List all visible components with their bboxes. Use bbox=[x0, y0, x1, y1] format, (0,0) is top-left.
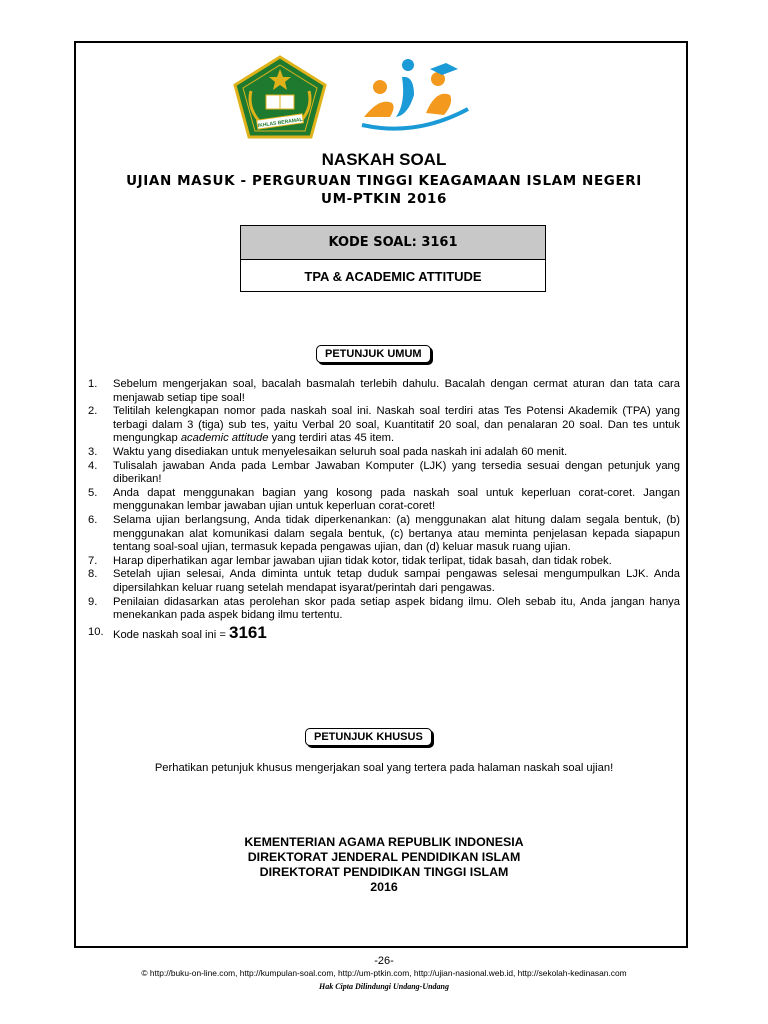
item-number: 8. bbox=[88, 568, 98, 581]
exam-code-value: 3161 bbox=[229, 622, 267, 642]
special-instructions-text: Perhatikan petunjuk khusus mengerjakan soal yang tertera pada halaman naskah soal ujian! bbox=[154, 762, 614, 774]
list-item bbox=[88, 487, 680, 514]
list-item bbox=[88, 405, 680, 446]
item-number: 4. bbox=[88, 459, 98, 472]
item-number: 7. bbox=[88, 554, 98, 567]
item-number: 5. bbox=[88, 486, 98, 499]
exam-code-label: KODE SOAL: 3161 bbox=[241, 226, 545, 260]
document-subtitle: UJIAN MASUK - PERGURUAN TINGGI KEAGAMAAN ISLAM NEGERI bbox=[126, 173, 642, 189]
item-number: 6. bbox=[88, 513, 98, 526]
general-instructions-heading: PETUNJUK UMUM bbox=[316, 345, 431, 363]
emphasis-text: academic attitude bbox=[180, 432, 269, 445]
list-item bbox=[88, 568, 680, 595]
item-text: Kode naskah soal ini = 3161 bbox=[113, 622, 267, 642]
list-item bbox=[88, 622, 680, 643]
item-text: Anda dapat menggunakan bagian yang kosong pada naskah soal untuk keperluan corat-coret. Jangan menggunakan lembar jawaban ujian untuk keperluan corat-coret! bbox=[113, 486, 680, 513]
org-line: DIREKTORAT PENDIDIKAN TINGGI ISLAM bbox=[259, 865, 509, 879]
item-text: Sebelum mengerjakan soal, bacalah basmalah terlebih dahulu. Bacalah dengan cermat aturan dan tata cara menjawab setiap tipe soal! bbox=[113, 378, 680, 404]
list-item bbox=[88, 596, 680, 623]
item-text: Telitilah kelengkapan nomor pada naskah soal ini. Naskah soal terdiri atas Tes Potensi Akademik (TPA) yang terbagi dalam 3 (tiga) sub tes, yaitu Verbal 20 soal, Kuantitatif 20 soal, dan penalaran 20 soal. Dan tes untuk mengungkap academic attitude yang terdiri atas 45 item. bbox=[113, 405, 680, 445]
emblem-motto: IKHLAS BERAMAL bbox=[257, 116, 303, 130]
item-number: 3. bbox=[88, 445, 98, 458]
item-text: Harap diperhatikan agar lembar jawaban ujian tidak kotor, tidak terlipat, tidak basah, dan tidak robek. bbox=[113, 554, 612, 567]
org-line: KEMENTERIAN AGAMA REPUBLIK INDONESIA bbox=[244, 835, 524, 849]
item-text: Tulisalah jawaban Anda pada Lembar Jawaban Komputer (LJK) yang tersedia sesuai dengan petunjuk yang diberikan! bbox=[113, 459, 680, 486]
list-item bbox=[88, 514, 680, 555]
org-year: 2016 bbox=[370, 880, 398, 894]
item-text: Setelah ujian selesai, Anda diminta untuk tetap duduk sampai pengawas selesai mengumpulkan LJK. Anda dipersilahkan keluar ruang setelah mendapat isyarat/perintah dari pengawas. bbox=[113, 568, 680, 594]
copyright-notice: Hak Cipta Dilindungi Undang-Undang bbox=[318, 982, 450, 991]
um-ptkin-logo-icon bbox=[356, 55, 474, 135]
exam-name: UM-PTKIN 2016 bbox=[321, 191, 447, 207]
item-text: Penilaian didasarkan atas perolehan skor pada setiap aspek bidang ilmu. Oleh sebab itu, Anda jangan hanya menekankan pada aspek bidang ilmu tertentu. bbox=[113, 595, 680, 622]
list-item bbox=[88, 446, 680, 460]
document-title: NASKAH SOAL bbox=[321, 150, 447, 169]
list-item bbox=[88, 555, 680, 569]
issuing-organization bbox=[0, 835, 768, 895]
item-number: 10. bbox=[88, 625, 104, 638]
item-text: Selama ujian berlangsung, Anda tidak diperkenankan: (a) menggunakan alat hitung dalam segala bentuk, (b) menggunakan alat komunikasi dalam segala bentuk, (c) bertanya atau meminta penjelasan kepada siapapun tentang soal-soal ujian, termasuk kepada pengawas ujian, dan (d) keluar masuk ruang ujian. bbox=[113, 513, 680, 554]
general-instructions-list bbox=[88, 378, 680, 642]
kementerian-agama-emblem-icon bbox=[233, 55, 328, 140]
list-item bbox=[88, 378, 680, 405]
exam-subject: TPA & ACADEMIC ATTITUDE bbox=[304, 268, 482, 284]
exam-code-box bbox=[240, 225, 546, 292]
source-urls: © http://buku-on-line.com, http://kumpulan-soal.com, http://um-ptkin.com, http://ujian-nasional.web.id, http://sekolah-kedinasan.com bbox=[141, 968, 627, 978]
item-number: 2. bbox=[88, 405, 98, 418]
list-item bbox=[88, 460, 680, 487]
item-number: 1. bbox=[88, 378, 98, 390]
special-instructions-heading: PETUNJUK KHUSUS bbox=[305, 728, 432, 746]
item-text: Waktu yang disediakan untuk menyelesaikan seluruh soal pada naskah ini adalah 60 menit. bbox=[113, 445, 568, 458]
org-line: DIREKTORAT JENDERAL PENDIDIKAN ISLAM bbox=[247, 850, 521, 864]
page-number: -26- bbox=[374, 955, 394, 967]
item-number: 9. bbox=[88, 595, 98, 608]
